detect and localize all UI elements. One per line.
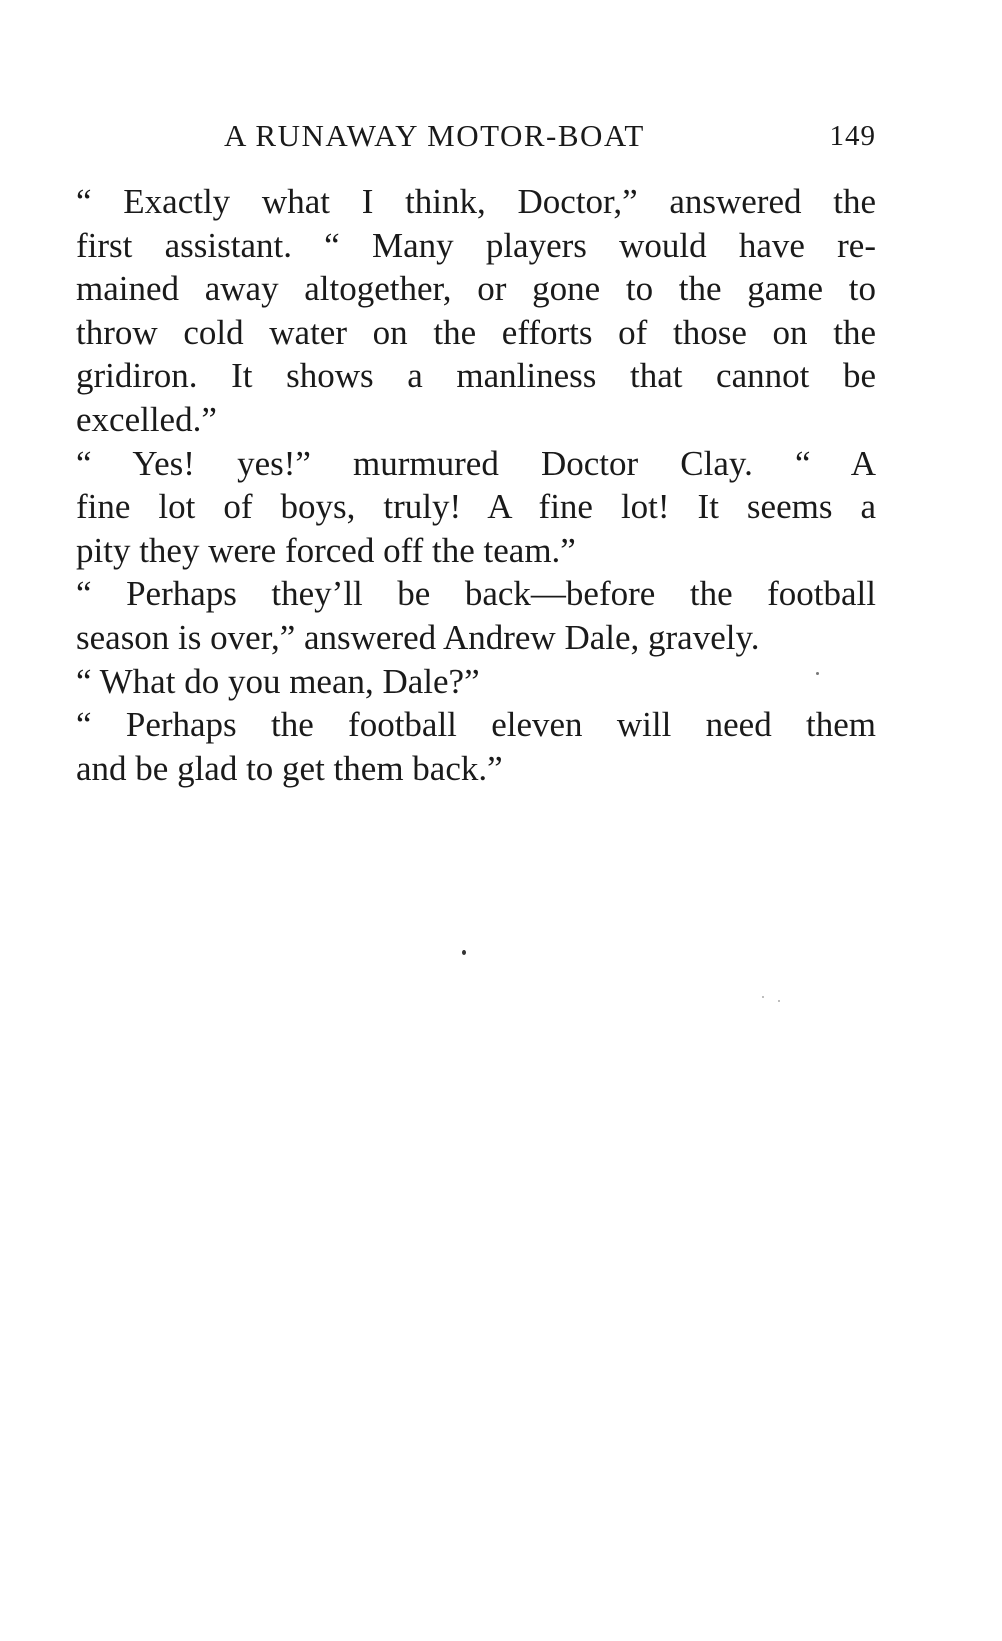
- text-line: season is over,” answered Andrew Dale, gravely.: [76, 617, 760, 657]
- body-text: [76, 180, 876, 790]
- running-head: [76, 118, 876, 158]
- text-line: and be glad to get them back.”: [76, 748, 503, 788]
- text-line: fine lot of boys, truly! A fine lot! It seems a: [76, 487, 876, 527]
- text-line: “ Perhaps the football eleven will need them: [76, 705, 876, 745]
- text-line: “ What do you mean, Dale?”: [76, 661, 480, 701]
- text-line: “ Exactly what I think, Doctor,” answered the: [76, 182, 876, 221]
- text-line: throw cold water on the efforts of those on the: [76, 312, 876, 352]
- text-line: pity they were forced off the team.”: [76, 530, 576, 570]
- ink-speck: [762, 996, 764, 998]
- text-line: gridiron. It shows a manliness that cannot be: [76, 356, 876, 396]
- text-line: “ Yes! yes!” murmured Doctor Clay. “ A: [76, 443, 876, 483]
- ink-speck: [816, 672, 819, 675]
- text-line: “ Perhaps they’ll be back—before the football: [76, 574, 876, 614]
- text-line: excelled.”: [76, 399, 217, 439]
- page-number: 149: [829, 120, 876, 152]
- ink-speck: [462, 950, 466, 955]
- text-line: first assistant. “ Many players would have re-: [76, 225, 876, 265]
- running-title: A RUNAWAY MOTOR-BOAT: [224, 118, 645, 153]
- text-line: mained away altogether, or gone to the game to: [76, 269, 876, 309]
- ink-speck: [778, 1000, 780, 1002]
